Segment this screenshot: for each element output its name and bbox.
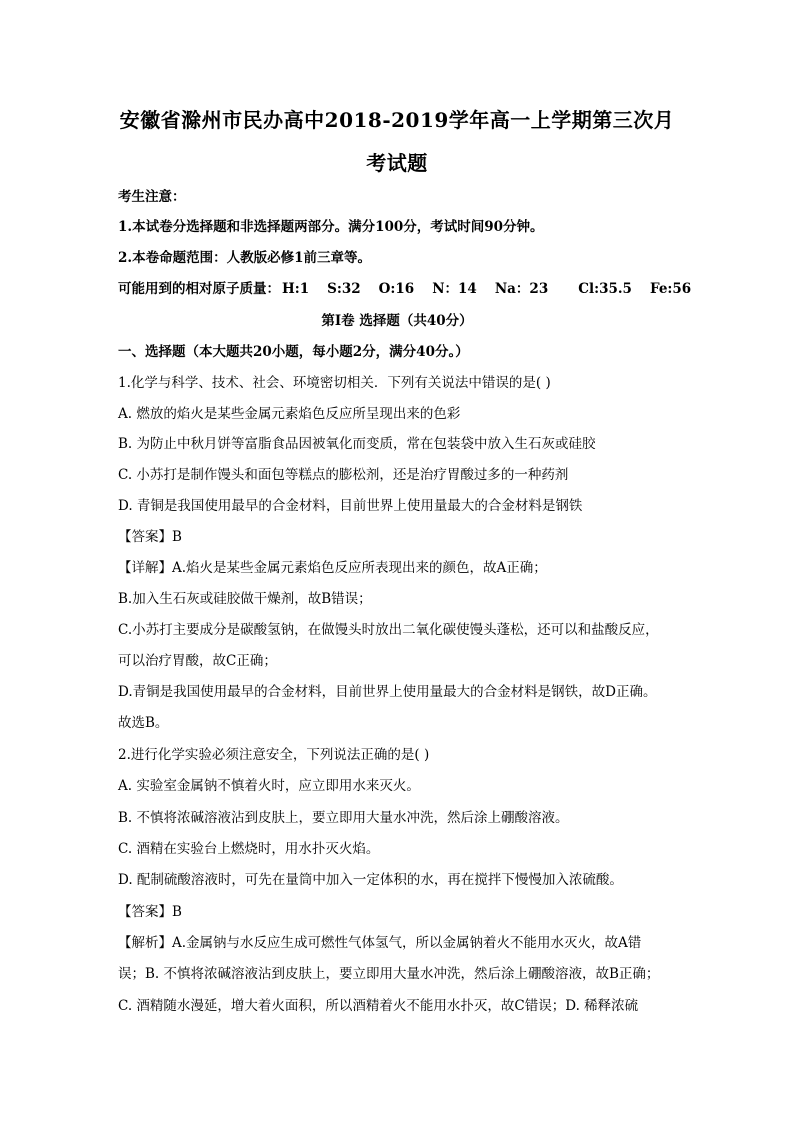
notice-heading: 考生注意： [118, 189, 186, 205]
question-1-option-b: B. 为防止中秋月饼等富脂食品因被氧化而变质，常在包装袋中放入生石灰或硅胶 [118, 436, 596, 452]
question-1-option-d: D. 青铜是我国使用最早的合金材料，目前世界上使用量最大的合金材料是钢铁 [118, 498, 583, 514]
atomic-mass-value: O:16 [378, 281, 415, 297]
question-1-explanation-line: B.加入生石灰或硅胶做干燥剂，故B错误； [118, 591, 372, 607]
question-1-explanation-line: 故选B。 [118, 715, 169, 731]
question-1-explanation-line: D.青铜是我国使用最早的合金材料，目前世界上使用量最大的合金材料是钢铁，故D正确。 [118, 684, 657, 700]
atomic-mass-label: 可能用到的相对原子质量： [118, 281, 280, 297]
atomic-mass-value: N：14 [432, 281, 477, 297]
question-2-explanation-line: 误；B. 不慎将浓碱溶液沾到皮肤上，要立即用大量水冲洗，然后涂上硼酸溶液，故B正确； [118, 966, 660, 982]
question-1-explanation-line: 【详解】A.焰火是某些金属元素焰色反应所表现出来的颜色，故A正确； [118, 560, 547, 576]
question-1-explanation-line: 可以治疗胃酸，故C正确； [118, 653, 277, 669]
question-2-explanation-line: C. 酒精随水漫延，增大着火面积，所以酒精着火不能用水扑灭，故C错误；D. 稀释浓硫 [118, 998, 639, 1014]
question-2-option-d: D. 配制硫酸溶液时，可先在量筒中加入一定体积的水，再在搅拌下慢慢加入浓硫酸。 [118, 872, 623, 888]
question-1-option-a: A. 燃放的焰火是某些金属元素焰色反应所呈现出来的色彩 [118, 406, 461, 422]
question-1-answer: 【答案】B [118, 529, 182, 545]
question-1-stem: 1.化学与科学、技术、社会、环境密切相关．下列有关说法中错误的是( ) [118, 375, 551, 391]
part-heading: 第I卷 选择题（共40分） [321, 313, 473, 329]
atomic-mass-value: Na：23 [494, 281, 549, 297]
atomic-mass-value: Fe:56 [649, 281, 692, 297]
atomic-mass-value: Cl:35.5 [578, 281, 632, 297]
question-2-option-b: B. 不慎将浓碱溶液沾到皮肤上，要立即用大量水冲洗，然后涂上硼酸溶液。 [118, 810, 569, 826]
question-2-option-a: A. 实验室金属钠不慎着火时，应立即用水来灭火。 [118, 778, 420, 794]
atomic-mass-line [118, 280, 709, 298]
question-2-option-c: C. 酒精在实验台上燃烧时，用水扑灭火焰。 [118, 841, 380, 857]
document-title-line-1: 安徽省滁州市民办高中2018-2019学年高一上学期第三次月 [119, 108, 675, 132]
notice-item-1: 1.本试卷分选择题和非选择题两部分。满分100分，考试时间90分钟。 [118, 219, 544, 235]
atomic-mass-value: H:1 [282, 281, 310, 297]
question-2-explanation-line: 【解析】A.金属钠与水反应生成可燃性气体氢气，所以金属钠着火不能用水灭火，故A错 [118, 935, 642, 951]
question-2-answer: 【答案】B [118, 904, 182, 920]
section-heading: 一、选择题（本大题共20小题，每小题2分，满分40分。） [118, 344, 469, 360]
question-1-explanation-line: C.小苏打主要成分是碳酸氢钠，在做馒头时放出二氧化碳使馒头蓬松，还可以和盐酸反应， [118, 622, 659, 638]
question-1-option-c: C. 小苏打是制作馒头和面包等糕点的膨松剂，还是治疗胃酸过多的一种药剂 [118, 467, 569, 483]
document-title-line-2: 考试题 [366, 151, 428, 175]
atomic-mass-value: S:32 [327, 281, 361, 297]
question-2-stem: 2.进行化学实验必须注意安全，下列说法正确的是( ) [118, 747, 430, 763]
notice-item-2: 2.本卷命题范围：人教版必修1前三章等。 [118, 250, 371, 266]
